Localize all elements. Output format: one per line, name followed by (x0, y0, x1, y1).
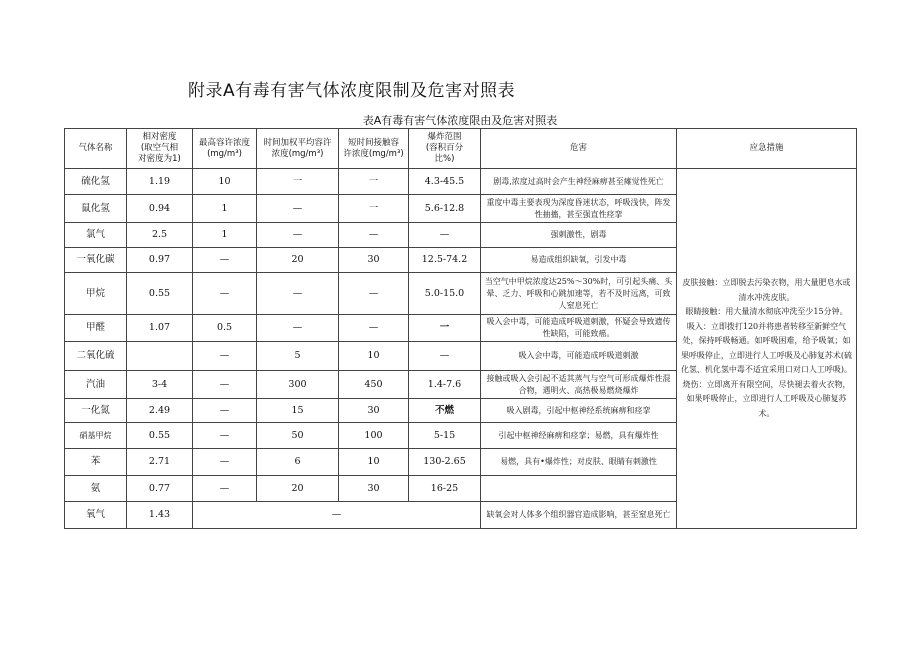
twa-value: — (257, 315, 339, 342)
gas-name: 硝基甲烷 (65, 423, 127, 449)
twa-value: — (257, 223, 339, 248)
gas-name: 一化氮 (65, 399, 127, 423)
density-value: 1.07 (127, 315, 193, 342)
explosive-value: 5.0-15.0 (409, 273, 481, 315)
hazard-text (481, 476, 677, 502)
density-value: 3-4 (127, 371, 193, 399)
emergency-inhale: 吸入：立即拨打120并将患者转移至新鲜空气处，保持呼吸畅通。如呼吸困难，给予吸氧；如果呼吸停止，立即进行人工呼吸及心肺复苏术(硫化氢、机化氢中毒不适宜采用口对口人工呼吸)。 (680, 321, 853, 374)
twa-value: — (257, 273, 339, 315)
gas-name: 苯 (65, 449, 127, 476)
twa-value: 6 (257, 449, 339, 476)
gas-name: 一氧化碳 (65, 248, 127, 273)
stel-value: — (339, 273, 409, 315)
explosive-value: 16-25 (409, 476, 481, 502)
header-explosive: 爆炸范围 (容积百分 比%) (409, 129, 481, 169)
header-gas: 气体名称 (65, 129, 127, 169)
hazard-text: 吸入会中毒，可能造成呼吸道刺激 (481, 342, 677, 371)
gas-name: 甲醛 (65, 315, 127, 342)
density-value (127, 342, 193, 371)
stel-value: 450 (339, 371, 409, 399)
twa-value: 一 (257, 169, 339, 195)
stel-value: 一 (339, 195, 409, 223)
stel-value: — (339, 223, 409, 248)
density-value: 0.97 (127, 248, 193, 273)
max-value: 10 (193, 169, 257, 195)
twa-value: 20 (257, 248, 339, 273)
gas-name: 鼠化氢 (65, 195, 127, 223)
explosive-value: 1.4-7.6 (409, 371, 481, 399)
hazard-text: 易燃，具有•爆炸性；对皮肤、眼睛有刺激性 (481, 449, 677, 476)
explosive-value: 4.3-45.5 (409, 169, 481, 195)
max-value: 1 (193, 223, 257, 248)
max-value: — (193, 342, 257, 371)
header-stel: 短时间接触容 许浓度(mg/m³) (339, 129, 409, 169)
stel-value: 10 (339, 449, 409, 476)
stel-value: 10 (339, 342, 409, 371)
hazard-text: 剧毒,浓度过高时会产生神经麻痹甚至瘫觉性死亡 (481, 169, 677, 195)
gas-name: 二氧化硫 (65, 342, 127, 371)
density-value: 1.43 (127, 502, 193, 529)
max-value: — (193, 399, 257, 423)
table-row (65, 169, 857, 195)
gas-name: 硫化氢 (65, 169, 127, 195)
stel-value: 30 (339, 399, 409, 423)
explosive-value: 5.6-12.8 (409, 195, 481, 223)
emergency-skin: 皮肤接触：立即脱去污染衣物，用大量肥皂水或清水冲洗皮肤。 (682, 278, 851, 302)
stel-value: 30 (339, 476, 409, 502)
gas-hazard-table (64, 128, 857, 529)
density-value: 1.19 (127, 169, 193, 195)
max-value: 1 (193, 195, 257, 223)
twa-value: — (257, 195, 339, 223)
gas-name: 甲烷 (65, 273, 127, 315)
explosive-value: 12.5-74.2 (409, 248, 481, 273)
hazard-text: 吸入剧毒，引起中枢神经系统麻痹和痉挛 (481, 399, 677, 423)
appendix-title: 附录A有毒有害气体浓度限制及危害对照表 (188, 81, 516, 101)
max-value: — (193, 449, 257, 476)
gas-name: 汽油 (65, 371, 127, 399)
density-value: 0.77 (127, 476, 193, 502)
explosive-value: 5-15 (409, 423, 481, 449)
header-twa: 时间加权平均容许 浓度(mg/m³) (257, 129, 339, 169)
hazard-text: 引起中枢神经麻痹和痉挛；易燃，具有爆炸性 (481, 423, 677, 449)
hazard-text: 缺氧会对人体多个组织器官造成影响，甚至窒息死亡 (481, 502, 677, 529)
max-value: — (193, 423, 257, 449)
hazard-text: 强刺激性，剧毒 (481, 223, 677, 248)
density-value: 0.94 (127, 195, 193, 223)
stel-value: — (339, 315, 409, 342)
hazard-text: 重度中毒主要表现为深度昏迷状态，呼吸浅快，阵发性抽搐，甚至强直性痉挛 (481, 195, 677, 223)
density-value: 2.71 (127, 449, 193, 476)
header-density: 相对密度 (取空气相 对密度为1) (127, 129, 193, 169)
explosive-value: 一 (409, 315, 481, 342)
twa-value: 50 (257, 423, 339, 449)
twa-value: 300 (257, 371, 339, 399)
explosive-value: 130-2.65 (409, 449, 481, 476)
hazard-text: 吸入会中毒，可能造成呼吸道刺激，怀疑会导致遗传性缺陷，可能致癌。 (481, 315, 677, 342)
max-value: — (193, 273, 257, 315)
stel-value: 100 (339, 423, 409, 449)
emergency-measures (677, 169, 857, 529)
twa-value: 20 (257, 476, 339, 502)
explosive-value: — (409, 223, 481, 248)
emergency-burn: 烧伤：立即离开有限空间，尽快褪去着火衣物，如果呼吸停止，立即进行人工呼吸及心肺复苏术。 (682, 379, 851, 418)
header-emergency: 应急措施 (677, 129, 857, 169)
table-header-row (65, 129, 857, 169)
header-max-conc: 最高容许浓度 (mg/m³) (193, 129, 257, 169)
header-hazard: 危害 (481, 129, 677, 169)
stel-value: 30 (339, 248, 409, 273)
max-value: 0.5 (193, 315, 257, 342)
merged-value: — (193, 502, 481, 529)
emergency-eyes: 眼睛接触：用大量清水彻底冲洗至少15分钟。 (685, 307, 848, 316)
density-value: 2.5 (127, 223, 193, 248)
table-caption: 表A有毒有害气体浓度限由及危害对照表 (362, 114, 558, 127)
density-value: 0.55 (127, 273, 193, 315)
density-value: 0.55 (127, 423, 193, 449)
max-value: — (193, 248, 257, 273)
hazard-text: 易造成组织缺氧，引发中毒 (481, 248, 677, 273)
stel-value: 一 (339, 169, 409, 195)
gas-name: 氯气 (65, 223, 127, 248)
hazard-text: 接触或吸入会引起不适其蒸气与空气可形成爆炸性混合物，遇明火、高热极易燃烧爆炸 (481, 371, 677, 399)
explosive-value: 不燃 (409, 399, 481, 423)
max-value: — (193, 476, 257, 502)
twa-value: 5 (257, 342, 339, 371)
gas-name: 氧气 (65, 502, 127, 529)
hazard-text: 当空气中甲烷浓度达25%～30%时，可引起头痛、头晕、乏力、呼吸和心跳加速等，若不及时远离，可致人窒息死亡 (481, 273, 677, 315)
density-value: 2.49 (127, 399, 193, 423)
max-value: — (193, 371, 257, 399)
gas-name: 氨 (65, 476, 127, 502)
twa-value: 15 (257, 399, 339, 423)
explosive-value: — (409, 342, 481, 371)
